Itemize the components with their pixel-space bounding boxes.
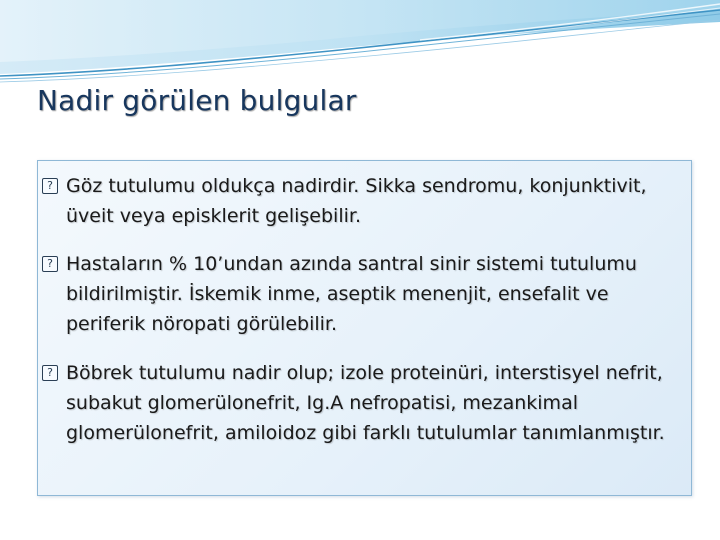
missing-glyph-box-icon: [42, 365, 58, 381]
header-wave-decoration: [0, 0, 720, 85]
bullet-item-eye: [38, 171, 688, 231]
bullet-item-cns: [38, 249, 688, 339]
bullet-item-kidney: [38, 358, 688, 448]
bullet-text: Böbrek tutulumu nadir olup; izole proteinüri, interstisyel nefrit, subakut glomerülonefrit, Ig.A nefropatisi, mezankimal glomerülonefrit, amiloidoz gibi farklı tutulumlar tanımlanmıştır.: [66, 362, 665, 444]
slide-title: Nadir görülen bulgular: [37, 84, 357, 117]
missing-glyph-box-icon: [42, 256, 58, 272]
missing-glyph-box-icon: [42, 178, 58, 194]
bullet-text: Hastaların % 10’undan azında santral sinir sistemi tutulumu bildirilmiştir. İskemik inme, aseptik menenjit, ensefalit ve periferik nöropati görülebilir.: [66, 253, 637, 335]
bullet-text: Göz tutulumu oldukça nadirdir. Sikka sendromu, konjunktivit, üveit veya episklerit gelişebilir.: [66, 175, 647, 227]
content-box: [37, 160, 692, 496]
